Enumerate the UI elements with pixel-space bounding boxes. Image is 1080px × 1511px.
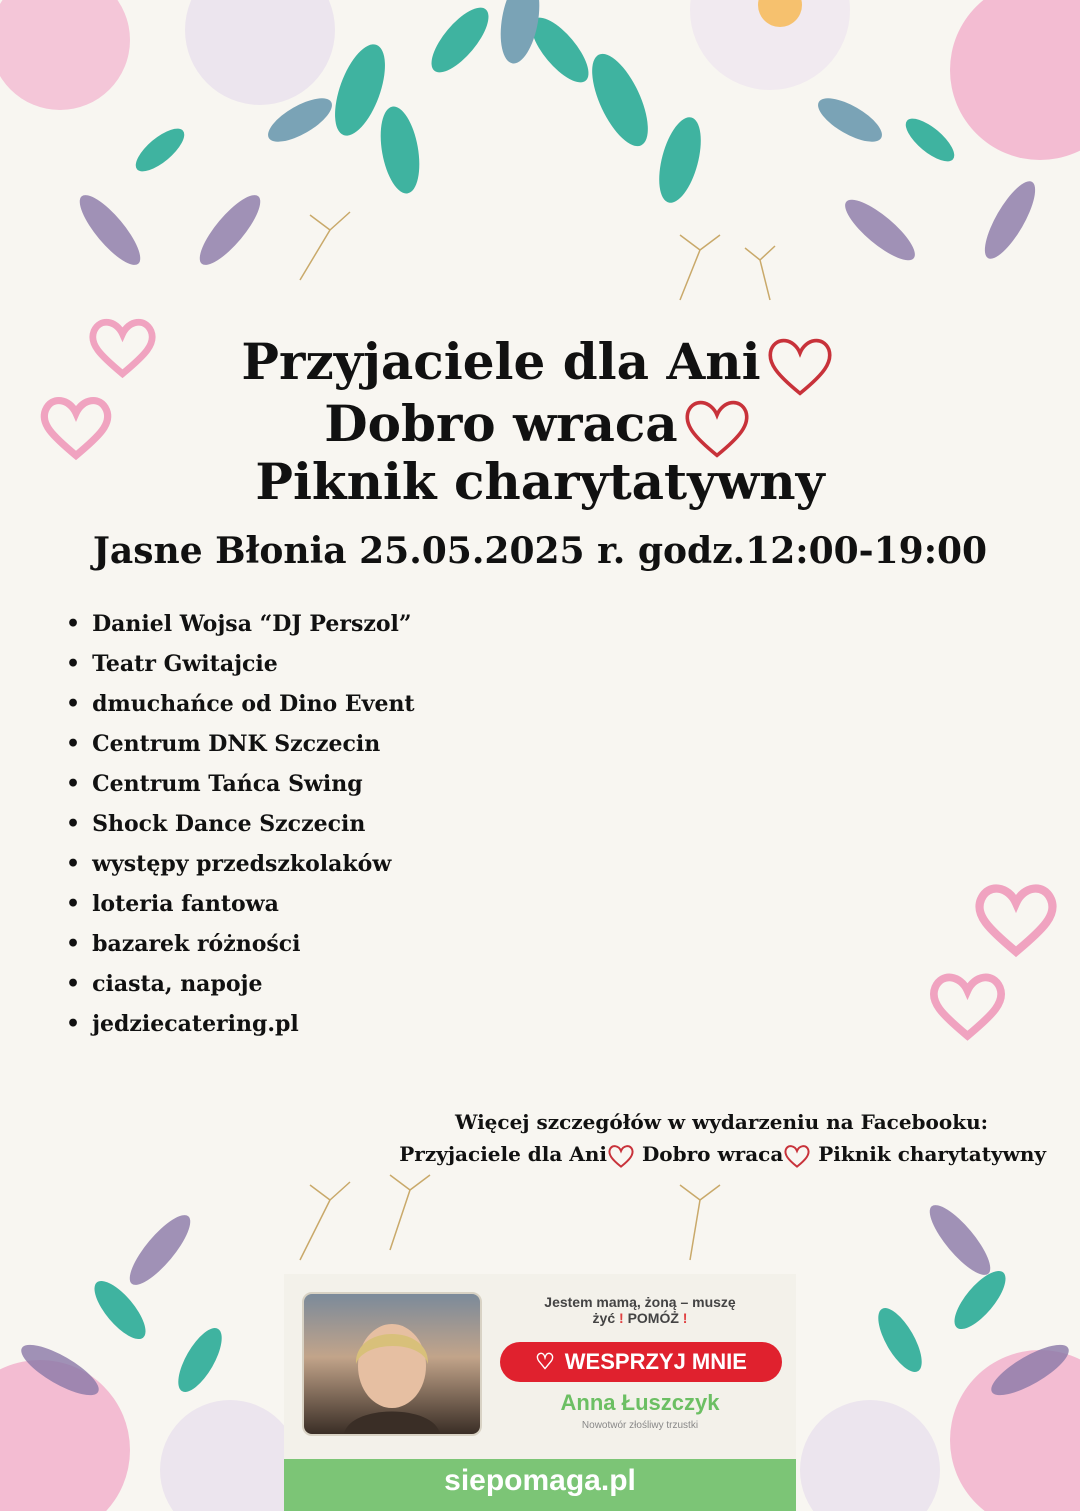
person-photo-icon bbox=[304, 1294, 480, 1434]
list-item: • ciasta, napoje bbox=[66, 964, 415, 1004]
banner-tagline: Jestem mamą, żoną – muszę żyć ! POMÓŻ ! bbox=[544, 1294, 736, 1326]
beneficiary-diagnosis: Nowotwór złośliwy trzustki bbox=[581, 1420, 699, 1431]
list-item: • loteria fantowa bbox=[66, 884, 415, 924]
list-item: • bazarek różności bbox=[66, 924, 415, 964]
list-item: • Daniel Wojsa “DJ Perszol” bbox=[66, 604, 415, 644]
facebook-info bbox=[399, 1106, 1046, 1170]
program-list bbox=[66, 604, 415, 1044]
list-item: • Centrum Tańca Swing bbox=[66, 764, 415, 804]
list-item: • występy przedszkolaków bbox=[66, 844, 415, 884]
beneficiary-name: Anna Łuszczyk bbox=[560, 1390, 720, 1415]
red-heart-icon bbox=[783, 1142, 811, 1170]
title-line-1: Przyjaciele dla Ani bbox=[0, 330, 1080, 402]
list-item: • Teatr Gwitajcie bbox=[66, 644, 415, 684]
siepomaga-logo: siepomaga.pl bbox=[444, 1464, 636, 1497]
pink-heart-icon bbox=[925, 955, 1010, 1057]
red-heart-icon bbox=[607, 1142, 635, 1170]
list-item: • Shock Dance Szczecin bbox=[66, 804, 415, 844]
facebook-info-line: Więcej szczegółów w wydarzeniu na Facebooku: bbox=[454, 1110, 988, 1134]
fundraiser-banner[interactable] bbox=[284, 1274, 796, 1511]
facebook-event-name: Przyjaciele dla Ani Dobro wraca Piknik charytatywny bbox=[399, 1138, 1046, 1170]
support-me-button[interactable]: ♡ WESPRZYJ MNIE bbox=[500, 1342, 782, 1382]
title-line-2: Dobro wraca bbox=[0, 392, 1080, 464]
pink-heart-icon bbox=[970, 872, 1062, 967]
hands-heart-icon: ♡ bbox=[535, 1349, 555, 1374]
list-item: • Centrum DNK Szczecin bbox=[66, 724, 415, 764]
floral-top-decoration bbox=[0, 0, 1080, 330]
list-item: • dmuchańce od Dino Event bbox=[66, 684, 415, 724]
list-item: • jedziecatering.pl bbox=[66, 1004, 415, 1044]
event-dateline: Jasne Błonia 25.05.2025 r. godz.12:00-19:00 bbox=[92, 530, 988, 572]
title-line-3: Piknik charytatywny bbox=[255, 452, 825, 511]
profile-photo bbox=[302, 1292, 482, 1436]
